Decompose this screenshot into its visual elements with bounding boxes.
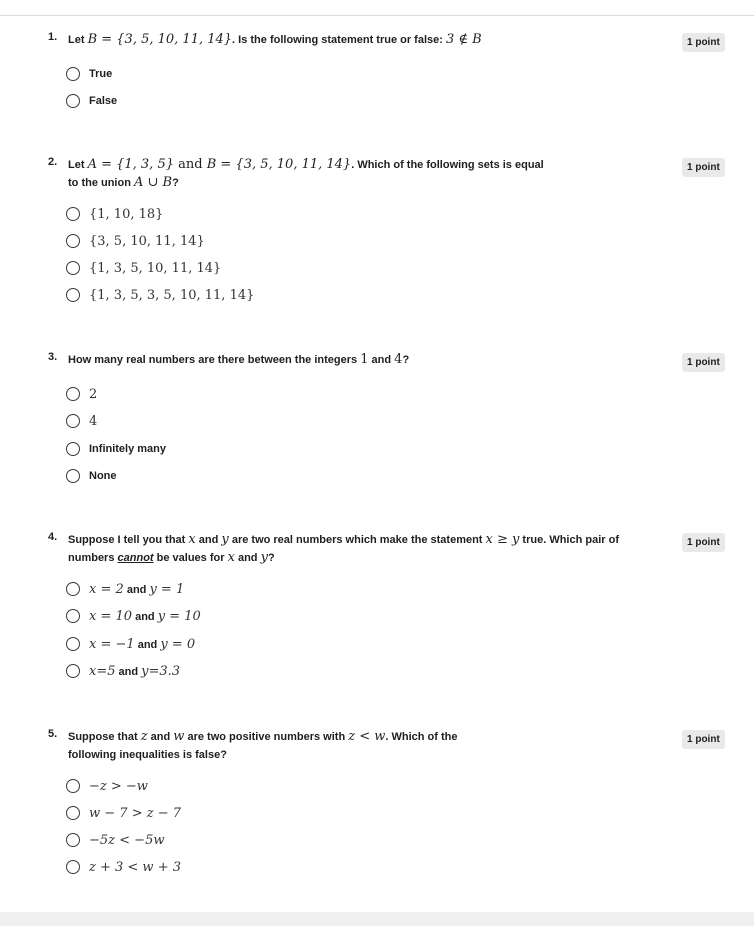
option-a[interactable]	[66, 205, 163, 223]
option-label: None	[89, 470, 117, 482]
points-badge: 1 point	[682, 730, 725, 749]
option-label: −z > −w	[89, 778, 148, 794]
radio-button[interactable]	[66, 234, 80, 248]
option-d[interactable]	[66, 286, 254, 304]
radio-button[interactable]	[66, 779, 80, 793]
option-label: {1, 3, 5, 3, 5, 10, 11, 14}	[89, 287, 255, 303]
radio-button[interactable]	[66, 637, 80, 651]
option-a[interactable]	[66, 385, 97, 403]
question-number: 1.	[48, 31, 58, 43]
points-badge: 1 point	[682, 533, 725, 552]
question-number: 3.	[48, 351, 58, 363]
option-label: {1, 10, 18}	[89, 206, 164, 222]
option-label: x=5 and y=3.3	[89, 663, 181, 679]
option-b[interactable]	[66, 804, 181, 822]
option-label: 4	[89, 413, 98, 429]
radio-button[interactable]	[66, 806, 80, 820]
question-text: Suppose I tell you that x and y are two real numbers which make the statement x ≥ y true. Which pair of numbers cannot be values for x and y?	[68, 532, 619, 565]
question-text: Suppose that z and w are two positive numbers with z < w. Which of the following inequalities is false?	[68, 729, 458, 761]
radio-button[interactable]	[66, 469, 80, 483]
option-true[interactable]	[66, 65, 112, 83]
radio-button[interactable]	[66, 833, 80, 847]
option-a[interactable]	[66, 580, 184, 598]
option-label: 2	[89, 386, 98, 402]
radio-button[interactable]	[66, 288, 80, 302]
option-label: −5z < −5w	[89, 832, 165, 848]
option-c[interactable]	[66, 440, 166, 458]
option-false[interactable]	[66, 92, 117, 110]
option-b[interactable]	[66, 232, 205, 250]
points-badge: 1 point	[682, 353, 725, 372]
radio-button[interactable]	[66, 94, 80, 108]
option-label: z + 3 < w + 3	[89, 859, 181, 875]
bottom-bar	[0, 912, 754, 926]
option-label: {1, 3, 5, 10, 11, 14}	[89, 260, 222, 276]
question-number: 2.	[48, 156, 58, 168]
radio-button[interactable]	[66, 387, 80, 401]
option-d[interactable]	[66, 858, 181, 876]
top-divider	[0, 15, 754, 16]
option-label: True	[89, 68, 113, 80]
radio-button[interactable]	[66, 67, 80, 81]
question-text: Let B = {3, 5, 10, 11, 14}. Is the following statement true or false: 3 ∉ B	[68, 32, 482, 47]
option-a[interactable]	[66, 777, 148, 795]
points-badge: 1 point	[682, 158, 725, 177]
question-number: 4.	[48, 531, 58, 543]
question-text: How many real numbers are there between the integers 1 and 4?	[68, 352, 410, 367]
option-c[interactable]	[66, 831, 164, 849]
radio-button[interactable]	[66, 414, 80, 428]
radio-button[interactable]	[66, 609, 80, 623]
radio-button[interactable]	[66, 207, 80, 221]
option-label: False	[89, 95, 118, 107]
option-label: x = 10 and y = 10	[89, 608, 201, 624]
option-b[interactable]	[66, 607, 201, 625]
option-label: x = 2 and y = 1	[89, 581, 185, 597]
radio-button[interactable]	[66, 582, 80, 596]
radio-button[interactable]	[66, 442, 80, 456]
option-label: Infinitely many	[89, 443, 167, 455]
question-text: Let A = {1, 3, 5} and B = {3, 5, 10, 11, 14}. Which of the following sets is equal to the union A ∪ B?	[68, 157, 544, 190]
radio-button[interactable]	[66, 664, 80, 678]
question-number: 5.	[48, 728, 58, 740]
option-d[interactable]	[66, 662, 180, 680]
option-b[interactable]	[66, 412, 97, 430]
radio-button[interactable]	[66, 261, 80, 275]
option-c[interactable]	[66, 259, 221, 277]
option-d[interactable]	[66, 467, 117, 485]
option-label: w − 7 > z − 7	[89, 805, 181, 821]
option-label: x = −1 and y = 0	[89, 636, 196, 652]
points-badge: 1 point	[682, 33, 725, 52]
option-c[interactable]	[66, 635, 195, 653]
radio-button[interactable]	[66, 860, 80, 874]
option-label: {3, 5, 10, 11, 14}	[89, 233, 205, 249]
